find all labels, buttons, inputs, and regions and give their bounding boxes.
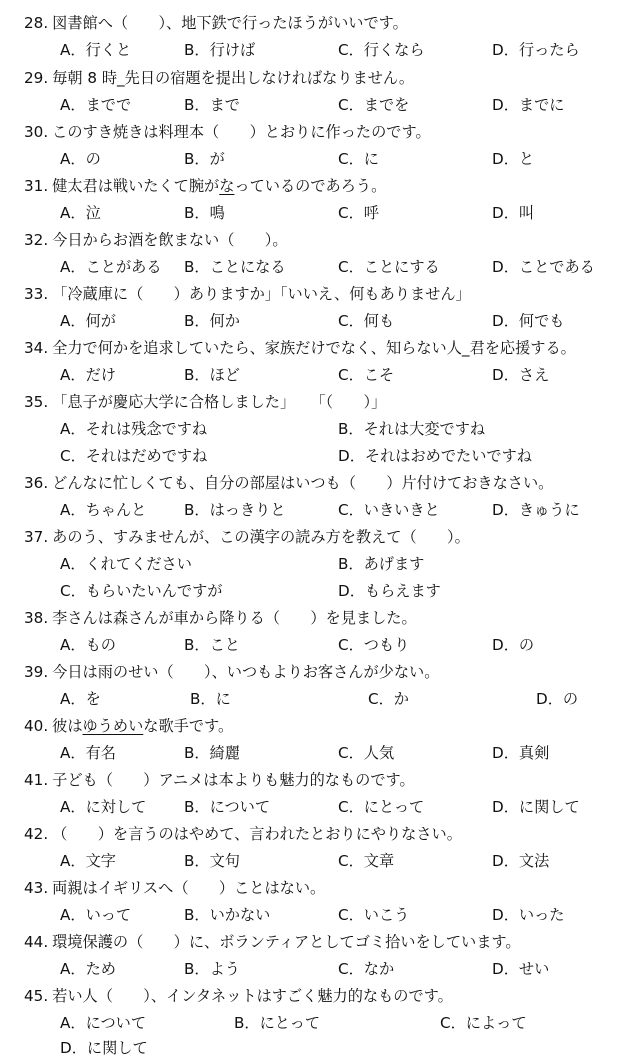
question-number: 43. xyxy=(24,879,49,897)
option-c[interactable]: C．いきいきと xyxy=(338,501,440,519)
option-b[interactable]: B．あげます xyxy=(338,555,425,573)
question-stem: 若い人（ ）、インタネットはすごく魅力的なものです。 xyxy=(52,987,453,1005)
option-c[interactable]: C．いこう xyxy=(338,906,410,924)
question-stem: あのう、すみませんが、この漢字の読み方を教えて（ ）。 xyxy=(52,528,470,546)
option-d[interactable]: D．行ったら xyxy=(492,41,580,59)
option-b[interactable]: B．よう xyxy=(184,960,240,978)
question-number: 29. xyxy=(24,69,49,87)
option-a[interactable]: A．ことがある xyxy=(60,258,162,276)
option-a[interactable]: A．文字 xyxy=(60,852,116,870)
question-stem: 「息子が慶応大学に合格しました」 「（ ）」 xyxy=(52,393,387,411)
question-36 xyxy=(24,470,620,496)
option-c[interactable]: C．文章 xyxy=(338,852,395,870)
option-d[interactable]: D．さえ xyxy=(492,366,550,384)
option-a[interactable]: A．何が xyxy=(60,312,116,330)
question-28 xyxy=(24,10,620,36)
question-number: 31. xyxy=(24,177,49,195)
option-d[interactable]: D．真剣 xyxy=(492,744,550,762)
question-39 xyxy=(24,659,620,685)
question-stem: 今日からお酒を飲まない（ ）。 xyxy=(52,231,288,249)
option-a[interactable]: A．それは残念ですね xyxy=(60,420,208,438)
option-b[interactable]: B．綺麗 xyxy=(184,744,240,762)
question-stem: このすき焼きは料理本（ ）とおりに作ったのです。 xyxy=(52,123,431,141)
option-d[interactable]: D．と xyxy=(492,150,535,168)
option-b[interactable]: B．ほど xyxy=(184,366,240,384)
option-b[interactable]: B．いかない xyxy=(184,906,271,924)
option-d[interactable]: D．叫 xyxy=(492,204,535,222)
options-43 xyxy=(0,902,625,928)
option-d[interactable]: D．それはおめでたいですね xyxy=(338,447,532,465)
option-a[interactable]: A．の xyxy=(60,150,101,168)
question-number: 28. xyxy=(24,14,49,32)
option-c[interactable]: C．それはだめですね xyxy=(60,447,208,465)
question-number: 45. xyxy=(24,987,49,1005)
option-a[interactable]: A．ちゃんと xyxy=(60,501,147,519)
option-c[interactable]: C．によって xyxy=(440,1014,527,1032)
question-stem-before: 彼は xyxy=(52,717,83,735)
option-d[interactable]: D．の xyxy=(492,636,535,654)
option-a[interactable]: A．くれてください xyxy=(60,555,192,573)
option-d[interactable]: D．に関して xyxy=(492,798,580,816)
option-c[interactable]: C．呼 xyxy=(338,204,379,222)
question-37 xyxy=(24,524,620,550)
option-d[interactable]: D．いった xyxy=(492,906,565,924)
question-number: 35. xyxy=(24,393,49,411)
question-number: 40. xyxy=(24,717,49,735)
question-number: 33. xyxy=(24,285,49,303)
question-number: 32. xyxy=(24,231,49,249)
question-33 xyxy=(24,281,620,307)
options-42 xyxy=(0,848,625,874)
question-stem: 今日は雨のせい（ ）、いつもよりお客さんが少ない。 xyxy=(52,663,440,681)
question-stem: 両親はイギリスへ（ ）ことはない。 xyxy=(52,879,326,897)
option-c[interactable]: C．にとって xyxy=(338,798,425,816)
options-36 xyxy=(0,497,625,523)
option-a[interactable]: A．ため xyxy=(60,960,116,978)
question-number: 41. xyxy=(24,771,49,789)
option-d[interactable]: D．文法 xyxy=(492,852,550,870)
option-d[interactable]: D．に関して xyxy=(60,1039,148,1057)
question-43 xyxy=(24,875,620,901)
option-c[interactable]: C．なか xyxy=(338,960,395,978)
options-45-row1 xyxy=(0,1010,625,1036)
option-c[interactable]: C．もらいたいんですが xyxy=(60,582,223,600)
option-a[interactable]: A．を xyxy=(60,690,101,708)
option-d[interactable]: D．までに xyxy=(492,96,565,114)
option-c[interactable]: C．こそ xyxy=(338,366,395,384)
option-b[interactable]: B．はっきりと xyxy=(184,501,286,519)
question-stem: 李さんは森さんが車から降りる（ ）を見ました。 xyxy=(52,609,417,627)
question-35 xyxy=(24,389,620,415)
option-a[interactable]: A．もの xyxy=(60,636,116,654)
question-40 xyxy=(24,713,620,739)
options-37-row1 xyxy=(0,551,625,577)
options-32 xyxy=(0,254,625,280)
option-b[interactable]: B．にとって xyxy=(234,1014,321,1032)
question-44 xyxy=(24,929,620,955)
question-number: 36. xyxy=(24,474,49,492)
options-33 xyxy=(0,308,625,334)
option-a[interactable]: A．に対して xyxy=(60,798,147,816)
underlined-target: ゆうめい xyxy=(82,717,144,735)
question-32 xyxy=(24,227,620,253)
option-c[interactable]: C．行くなら xyxy=(338,41,425,59)
question-number: 39. xyxy=(24,663,49,681)
question-number: 37. xyxy=(24,528,49,546)
option-d[interactable]: D．ことである xyxy=(492,258,595,276)
option-a[interactable]: A．について xyxy=(60,1014,147,1032)
question-stem: 子ども（ ）アニメは本よりも魅力的なものです。 xyxy=(52,771,415,789)
question-29 xyxy=(24,65,620,91)
options-35-row2 xyxy=(0,443,625,469)
option-c[interactable]: C．に xyxy=(338,150,379,168)
option-d[interactable]: D．何でも xyxy=(492,312,565,330)
question-stem-after: っているのであろう。 xyxy=(234,177,387,195)
question-41 xyxy=(24,767,620,793)
question-34 xyxy=(24,335,620,361)
options-29 xyxy=(0,92,625,118)
option-b[interactable]: B．鳴 xyxy=(184,204,225,222)
option-b[interactable]: B．まで xyxy=(184,96,240,114)
option-d[interactable]: D．せい xyxy=(492,960,550,978)
question-42 xyxy=(24,821,620,847)
option-a[interactable]: A．行くと xyxy=(60,41,132,59)
question-stem-after: な歌手です。 xyxy=(143,717,234,735)
options-30 xyxy=(0,146,625,172)
question-number: 44. xyxy=(24,933,49,951)
options-39 xyxy=(0,686,625,712)
option-b[interactable]: B．文句 xyxy=(184,852,240,870)
option-d[interactable]: D．の xyxy=(536,690,579,708)
options-40 xyxy=(0,740,625,766)
question-number: 42. xyxy=(24,825,49,843)
question-31 xyxy=(24,173,620,199)
option-a[interactable]: A．だけ xyxy=(60,366,116,384)
options-34 xyxy=(0,362,625,388)
option-c[interactable]: C．か xyxy=(368,690,409,708)
options-41 xyxy=(0,794,625,820)
option-a[interactable]: A．までで xyxy=(60,96,132,114)
underlined-target: な xyxy=(219,177,235,195)
question-30 xyxy=(24,119,620,145)
question-stem: どんなに忙しくても、自分の部屋はいつも（ ）片付けておきなさい。 xyxy=(52,474,554,492)
options-28 xyxy=(0,37,625,63)
question-number: 34. xyxy=(24,339,49,357)
option-d[interactable]: D．きゅうに xyxy=(492,501,580,519)
question-stem-before: 健太君は戦いたくて腕が xyxy=(52,177,220,195)
question-number: 38. xyxy=(24,609,49,627)
option-c[interactable]: C．ことにする xyxy=(338,258,440,276)
question-38 xyxy=(24,605,620,631)
option-c[interactable]: C．つもり xyxy=(338,636,410,654)
option-b[interactable]: B．について xyxy=(184,798,271,816)
question-stem: 環境保護の（ ）に、ボランティアとしてゴミ拾いをしています。 xyxy=(52,933,521,951)
option-c[interactable]: C．何も xyxy=(338,312,395,330)
option-a[interactable]: A．泣 xyxy=(60,204,101,222)
question-stem: 「冷蔵庫に（ ）ありますか」「いいえ、何もありません」 xyxy=(52,285,471,303)
options-45-row2 xyxy=(0,1035,625,1061)
question-number: 30. xyxy=(24,123,49,141)
option-b[interactable]: B．それは大変ですね xyxy=(338,420,486,438)
option-c[interactable]: C．人気 xyxy=(338,744,395,762)
question-stem: 全力で何かを追求していたら、家族だけでなく、知らない人_君を応援する。 xyxy=(52,339,576,357)
options-37-row2 xyxy=(0,578,625,604)
option-d[interactable]: D．もらえます xyxy=(338,582,441,600)
option-b[interactable]: B．何か xyxy=(184,312,240,330)
option-b[interactable]: B．が xyxy=(184,150,225,168)
option-b[interactable]: B．行けば xyxy=(184,41,256,59)
question-stem: 毎朝 8 時_先日の宿題を提出しなければなりません。 xyxy=(52,69,415,87)
options-31 xyxy=(0,200,625,226)
options-38 xyxy=(0,632,625,658)
option-b[interactable]: B．ことになる xyxy=(184,258,286,276)
option-a[interactable]: A．有名 xyxy=(60,744,116,762)
option-a[interactable]: A．いって xyxy=(60,906,132,924)
question-stem: 図書館へ（ ）、地下鉄で行ったほうがいいです。 xyxy=(52,14,408,32)
option-b[interactable]: B．に xyxy=(190,690,231,708)
question-stem: （ ）を言うのはやめて、言われたとおりにやりなさい。 xyxy=(52,825,462,843)
question-45 xyxy=(24,983,620,1009)
options-44 xyxy=(0,956,625,982)
option-b[interactable]: B．こと xyxy=(184,636,240,654)
options-35-row1 xyxy=(0,416,625,442)
option-c[interactable]: C．までを xyxy=(338,96,410,114)
